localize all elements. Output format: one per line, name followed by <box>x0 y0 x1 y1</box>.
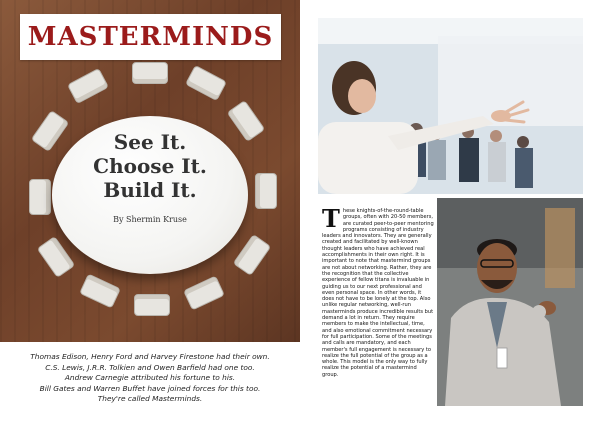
right-page <box>300 0 600 424</box>
intro-caption <box>18 352 282 405</box>
caption-line: Bill Gates and Warren Buffet have joined forces for this too. <box>39 383 261 393</box>
chair <box>79 273 121 308</box>
tagline-line-1: See It. <box>113 130 187 154</box>
chair <box>233 234 272 276</box>
caption-line: C.S. Lewis, J.R.R. Tolkien and Owen Barfield had one too. <box>45 362 255 372</box>
tagline-line-3: Build It. <box>103 178 197 202</box>
tagline <box>70 130 230 202</box>
chair <box>37 236 76 278</box>
chair <box>183 275 225 310</box>
masthead-box <box>20 14 281 60</box>
caption-line: Andrew Carnegie attributed his fortune to his. <box>64 373 236 383</box>
chair <box>227 100 266 142</box>
chair <box>185 65 227 101</box>
caption-line: They're called Masterminds. <box>97 394 203 404</box>
byline: By Shermin Kruse <box>113 215 187 224</box>
hero-image-conference-table <box>0 0 300 342</box>
masthead-title: MASTERMINDS <box>27 22 274 52</box>
article-body <box>322 204 434 378</box>
chair <box>67 68 109 104</box>
presenter-photo-illustration <box>318 18 583 194</box>
tagline-line-2: Choose It. <box>93 154 207 178</box>
article-body-text: hese knights-of-the-round-table groups, often with 20-50 members, are curated peer-to-peer mentoring programs consisting of industry leaders and innovators. They are generally created and facilitated by well-known thought leaders who have achieved real accomplishments in their own right. It is important to note that mastermind groups are not about networking. Rather, they are the recognition that the collective experience of fellow titans is invaluable in guiding us to our next professional and even personal space. In other words, it does not have to be lonely at the top. Also unlike regular networking, well-run masterminds produce incredible results but demand a lot in return. They require members to make the intellectual, time, and also emotional commitment necessary for full participation. Some of the meetings and calls are mandatory, and each member's full engagement is necessary to realize the full potential of the group as a whole. This model is the only way to fully realize the potential of a mastermind group. <box>322 208 434 378</box>
chair <box>31 110 70 152</box>
caption-line: Thomas Edison, Henry Ford and Harvey Firestone had their own. <box>30 352 270 361</box>
chair <box>29 179 51 215</box>
drop-cap: T <box>322 204 340 233</box>
photo-speaker-headset <box>437 198 583 406</box>
chair <box>132 62 168 84</box>
chair <box>134 294 170 316</box>
chair <box>255 173 277 209</box>
photo-presenter-audience <box>318 18 583 194</box>
speaker-photo-illustration <box>437 198 583 406</box>
